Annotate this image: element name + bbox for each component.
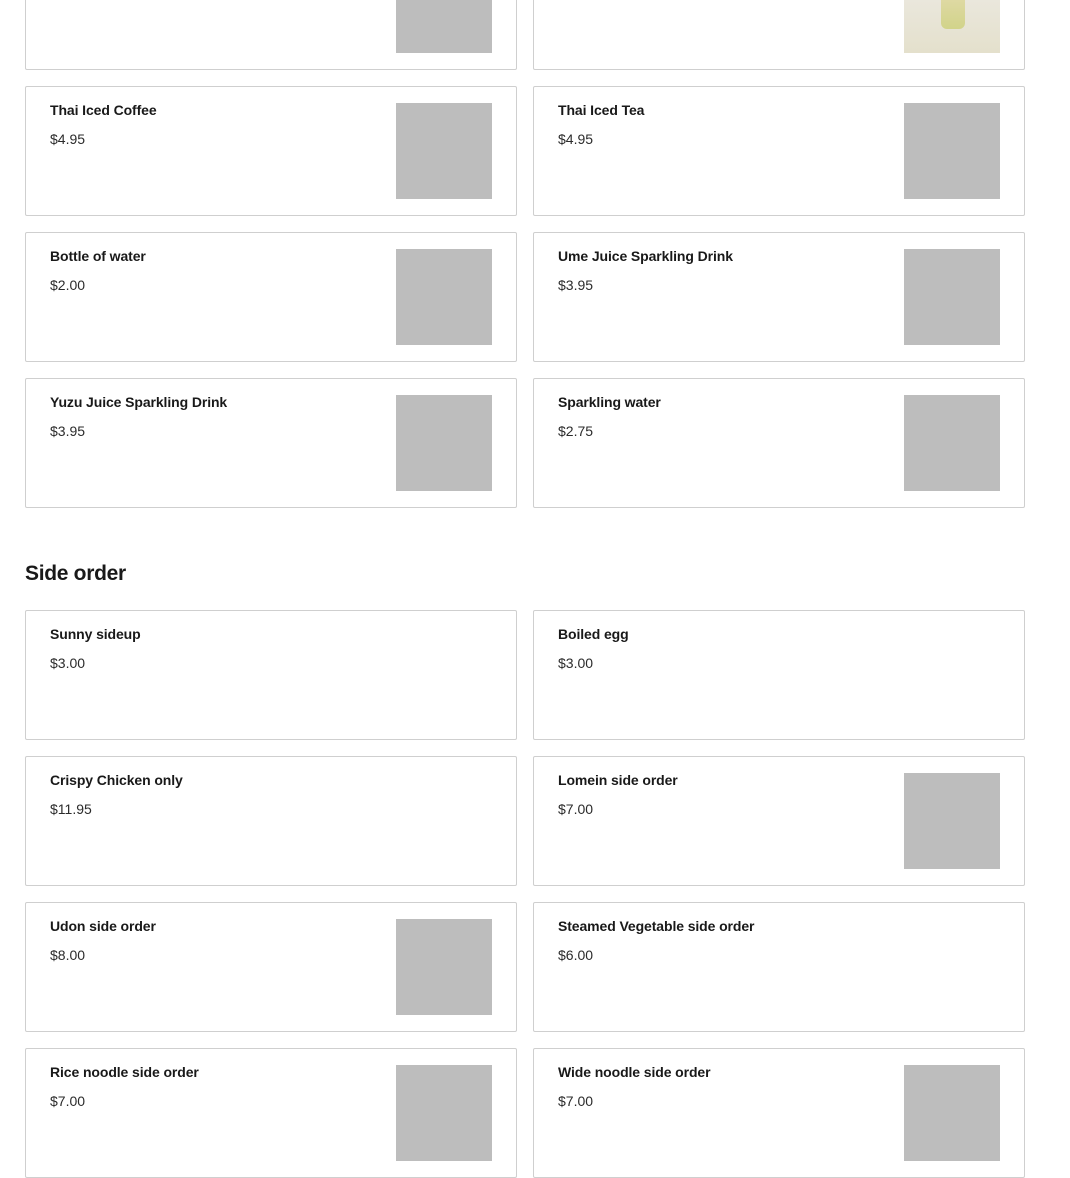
item-name: Crispy Chicken only	[50, 772, 183, 788]
item-price: $4.95	[50, 131, 86, 147]
item-price: $8.00	[50, 947, 86, 963]
menu-item-card[interactable]	[533, 86, 1025, 216]
item-image	[904, 395, 1000, 491]
item-price: $7.00	[558, 1093, 594, 1109]
drinks-item-grid	[25, 0, 1025, 508]
item-name: Ume Juice Sparkling Drink	[558, 248, 733, 264]
item-image	[904, 249, 1000, 345]
menu-item-card[interactable]	[25, 378, 517, 508]
menu-item-card[interactable]	[533, 1048, 1025, 1178]
menu-item-card[interactable]	[25, 0, 517, 70]
item-image	[396, 103, 492, 199]
item-price: $3.95	[558, 277, 594, 293]
side-order-item-grid	[25, 610, 1025, 1178]
item-price: $7.00	[558, 801, 594, 817]
item-price: $6.00	[558, 947, 594, 963]
menu-item-card[interactable]	[533, 232, 1025, 362]
item-name: Sparkling water	[558, 394, 661, 410]
menu-item-card[interactable]	[25, 902, 517, 1032]
item-price: $3.00	[558, 655, 594, 671]
menu-item-card[interactable]	[25, 756, 517, 886]
item-price: $2.00	[50, 277, 86, 293]
menu-item-card[interactable]	[25, 86, 517, 216]
item-price: $3.95	[50, 423, 86, 439]
menu-item-card[interactable]	[533, 756, 1025, 886]
menu-item-card[interactable]	[533, 0, 1025, 70]
item-image	[904, 103, 1000, 199]
item-price: $4.95	[558, 131, 594, 147]
item-price: $3.00	[50, 655, 86, 671]
menu-item-card[interactable]	[533, 610, 1025, 740]
item-name: Thai Iced Coffee	[50, 102, 157, 118]
item-image	[396, 919, 492, 1015]
menu-item-card[interactable]	[25, 610, 517, 740]
menu-item-card[interactable]	[25, 232, 517, 362]
item-image	[396, 0, 492, 53]
menu-item-card[interactable]	[533, 902, 1025, 1032]
item-image	[904, 0, 1000, 53]
item-name: Bottle of water	[50, 248, 146, 264]
item-name: Udon side order	[50, 918, 156, 934]
item-image	[396, 249, 492, 345]
item-price	[50, 0, 85, 1]
item-image	[396, 395, 492, 491]
item-name: Rice noodle side order	[50, 1064, 199, 1080]
item-price	[558, 0, 593, 1]
item-name: Yuzu Juice Sparkling Drink	[50, 394, 228, 410]
item-image	[904, 773, 1000, 869]
item-price: $7.00	[50, 1093, 86, 1109]
item-name: Wide noodle side order	[558, 1064, 711, 1080]
item-image	[904, 1065, 1000, 1161]
item-price: $2.75	[558, 423, 594, 439]
section-title-side-order: Side order	[25, 562, 126, 585]
item-name: Boiled egg	[558, 626, 629, 642]
item-name: Sunny sideup	[50, 626, 141, 642]
item-price: $11.95	[50, 801, 92, 817]
item-image	[396, 1065, 492, 1161]
menu-item-card[interactable]	[25, 1048, 517, 1178]
item-name: Steamed Vegetable side order	[558, 918, 755, 934]
item-name: Thai Iced Tea	[558, 102, 645, 118]
item-name: Lomein side order	[558, 772, 678, 788]
menu-item-card[interactable]	[533, 378, 1025, 508]
